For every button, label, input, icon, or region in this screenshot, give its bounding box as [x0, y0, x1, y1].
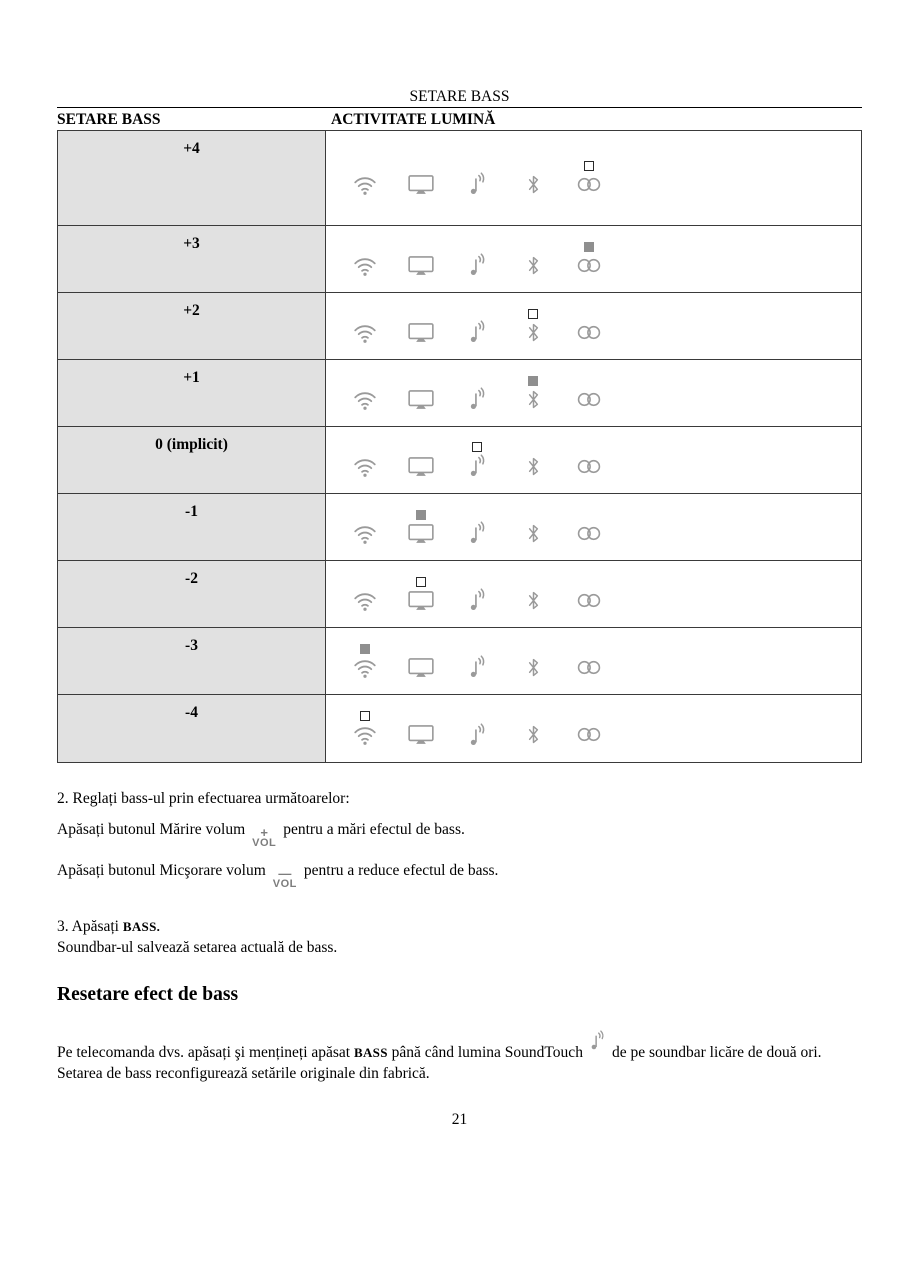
- section-title: SETARE BASS: [409, 88, 510, 105]
- tv-icon: [407, 723, 435, 746]
- light-activity-cell: [326, 360, 861, 426]
- wifi-slot: [337, 376, 393, 411]
- light-activity-cell: [326, 561, 861, 627]
- light-indicator-square: [472, 442, 482, 452]
- link-slot: [561, 510, 617, 545]
- light-indicator-square: [584, 161, 594, 171]
- step-3-pre-text: 3. Apăsați: [57, 918, 123, 936]
- reset-pre-text: Pe telecomanda dvs. apăsați şi mențineți apăsat: [57, 1044, 354, 1062]
- table-row: [58, 226, 861, 293]
- link-icon: [574, 455, 604, 478]
- bass-setting-value: +4: [58, 131, 326, 225]
- wifi-slot: [337, 443, 393, 478]
- soundtouch-icon: [467, 253, 488, 277]
- tv-icon: [407, 522, 435, 545]
- soundtouch-slot: [449, 711, 505, 747]
- light-activity-cell: [326, 131, 861, 225]
- reset-mid-text: până când lumina SoundTouch: [387, 1044, 583, 1062]
- wifi-icon: [352, 589, 378, 612]
- link-icon: [574, 723, 604, 746]
- bluetooth-slot: [505, 443, 561, 478]
- soundtouch-slot: [449, 375, 505, 411]
- link-slot: [561, 242, 617, 277]
- vol-label: VOL: [272, 878, 297, 891]
- bluetooth-icon: [526, 388, 541, 411]
- link-slot: [561, 376, 617, 411]
- wifi-slot: [337, 577, 393, 612]
- wifi-icon: [352, 723, 378, 746]
- tv-icon: [407, 388, 435, 411]
- table-row: [58, 131, 861, 226]
- soundtouch-icon: [467, 588, 488, 612]
- bluetooth-icon: [526, 455, 541, 478]
- wifi-slot: [337, 161, 393, 196]
- table-row: [58, 628, 861, 695]
- soundtouch-slot: [449, 509, 505, 545]
- reset-note: Setarea de bass reconfigurează setările originale din fabrică.: [57, 1065, 430, 1083]
- bluetooth-slot: [505, 376, 561, 411]
- link-icon: [574, 173, 604, 196]
- tv-icon: [407, 589, 435, 612]
- step-3-text: [57, 918, 862, 936]
- wifi-slot: [337, 510, 393, 545]
- soundtouch-slot: [449, 576, 505, 612]
- bass-setting-value: +3: [58, 226, 326, 292]
- light-activity-cell: [326, 695, 861, 762]
- tv-icon: [407, 321, 435, 344]
- light-indicator-square: [416, 510, 426, 520]
- link-icon: [574, 321, 604, 344]
- bluetooth-icon: [526, 589, 541, 612]
- tv-icon: [407, 656, 435, 679]
- wifi-icon: [352, 455, 378, 478]
- bass-setting-value: +2: [58, 293, 326, 359]
- wifi-slot: [337, 644, 393, 679]
- plus-sign: +: [260, 825, 268, 840]
- bluetooth-slot: [505, 510, 561, 545]
- tv-icon: [407, 455, 435, 478]
- table-row: [58, 293, 861, 360]
- soundtouch-slot: [449, 241, 505, 277]
- soundtouch-icon: [467, 454, 488, 478]
- column-header-activity: ACTIVITATE LUMINĂ: [331, 111, 496, 128]
- wifi-slot: [337, 242, 393, 277]
- wifi-icon: [352, 388, 378, 411]
- document-page: [0, 88, 919, 1278]
- bluetooth-slot: [505, 309, 561, 344]
- soundtouch-icon: [467, 320, 488, 344]
- table-row: [58, 561, 861, 628]
- link-slot: [561, 161, 617, 196]
- table-row: [58, 494, 861, 561]
- light-indicator-square: [528, 309, 538, 319]
- bass-setting-value: -4: [58, 695, 326, 762]
- light-indicator-square: [360, 711, 370, 721]
- wifi-icon: [352, 173, 378, 196]
- link-slot: [561, 309, 617, 344]
- link-slot: [561, 443, 617, 478]
- bluetooth-slot: [505, 577, 561, 612]
- volume-up-button-icon: [252, 827, 276, 849]
- wifi-icon: [352, 254, 378, 277]
- bass-setting-value: +1: [58, 360, 326, 426]
- link-icon: [574, 589, 604, 612]
- light-indicator-square: [528, 376, 538, 386]
- step-3-note: Soundbar-ul salvează setarea actuală de bass.: [57, 939, 338, 957]
- soundtouch-slot: [449, 160, 505, 196]
- bass-setting-value: -1: [58, 494, 326, 560]
- wifi-slot: [337, 309, 393, 344]
- tv-slot: [393, 510, 449, 545]
- tv-slot: [393, 644, 449, 679]
- wifi-icon: [352, 656, 378, 679]
- link-slot: [561, 711, 617, 746]
- light-indicator-square: [584, 242, 594, 252]
- decrease-volume-line: [57, 862, 862, 890]
- soundtouch-icon: [588, 1030, 607, 1051]
- wifi-icon: [352, 522, 378, 545]
- link-icon: [574, 254, 604, 277]
- decrease-pre-text: Apăsați butonul Micşorare volum: [57, 862, 266, 880]
- bluetooth-slot: [505, 161, 561, 196]
- light-activity-cell: [326, 293, 861, 359]
- step-2-text: 2. Reglați bass-ul prin efectuarea următoarelor:: [57, 790, 350, 807]
- tv-slot: [393, 242, 449, 277]
- soundtouch-slot: [449, 442, 505, 478]
- light-activity-cell: [326, 427, 861, 493]
- soundtouch-icon: [467, 655, 488, 679]
- table-column-headers: [57, 111, 862, 129]
- tv-slot: [393, 161, 449, 196]
- reset-section-heading: Resetare efect de bass: [57, 984, 239, 1006]
- tv-icon: [407, 254, 435, 277]
- reset-post-text: de pe soundbar licăre de două ori.: [611, 1044, 822, 1062]
- bass-button-label: BASS: [354, 1045, 388, 1061]
- link-slot: [561, 644, 617, 679]
- light-activity-cell: [326, 628, 861, 694]
- bluetooth-icon: [526, 522, 541, 545]
- soundtouch-icon: [467, 521, 488, 545]
- minus-sign: —: [278, 866, 292, 882]
- page-number: 21: [451, 1111, 468, 1129]
- soundtouch-icon: [467, 723, 488, 747]
- bass-settings-table: [57, 130, 862, 763]
- tv-slot: [393, 376, 449, 411]
- wifi-icon: [352, 321, 378, 344]
- reset-paragraph: [57, 1030, 862, 1064]
- bluetooth-slot: [505, 644, 561, 679]
- bass-setting-value: -2: [58, 561, 326, 627]
- light-indicator-square: [416, 577, 426, 587]
- bluetooth-icon: [526, 723, 541, 746]
- tv-slot: [393, 309, 449, 344]
- soundtouch-slot: [449, 308, 505, 344]
- vol-label: VOL: [252, 837, 277, 850]
- tv-slot: [393, 577, 449, 612]
- link-icon: [574, 388, 604, 411]
- increase-post-text: pentru a mări efectul de bass.: [283, 821, 465, 838]
- soundtouch-slot: [449, 643, 505, 679]
- bluetooth-icon: [526, 173, 541, 196]
- light-activity-cell: [326, 226, 861, 292]
- volume-down-button-icon: [273, 868, 297, 890]
- light-indicator-square: [360, 644, 370, 654]
- bluetooth-icon: [526, 321, 541, 344]
- bluetooth-icon: [526, 656, 541, 679]
- table-row: [58, 427, 861, 494]
- column-header-setting: SETARE BASS: [57, 111, 161, 128]
- table-row: [58, 360, 861, 427]
- tv-slot: [393, 711, 449, 746]
- link-slot: [561, 577, 617, 612]
- tv-slot: [393, 443, 449, 478]
- increase-pre-text: Apăsați butonul Mărire volum: [57, 821, 246, 838]
- tv-icon: [407, 173, 435, 196]
- table-row: [58, 695, 861, 762]
- bluetooth-slot: [505, 711, 561, 746]
- section-header-rule: [57, 88, 862, 108]
- link-icon: [574, 522, 604, 545]
- bluetooth-icon: [526, 254, 541, 277]
- soundtouch-icon: [467, 387, 488, 411]
- light-activity-cell: [326, 494, 861, 560]
- increase-volume-line: [57, 821, 862, 849]
- bass-setting-value: 0 (implicit): [58, 427, 326, 493]
- wifi-slot: [337, 711, 393, 746]
- decrease-post-text: pentru a reduce efectul de bass.: [303, 862, 499, 880]
- soundtouch-icon: [467, 172, 488, 196]
- bluetooth-slot: [505, 242, 561, 277]
- link-icon: [574, 656, 604, 679]
- bass-button-label: BASS.: [122, 919, 161, 935]
- bass-setting-value: -3: [58, 628, 326, 694]
